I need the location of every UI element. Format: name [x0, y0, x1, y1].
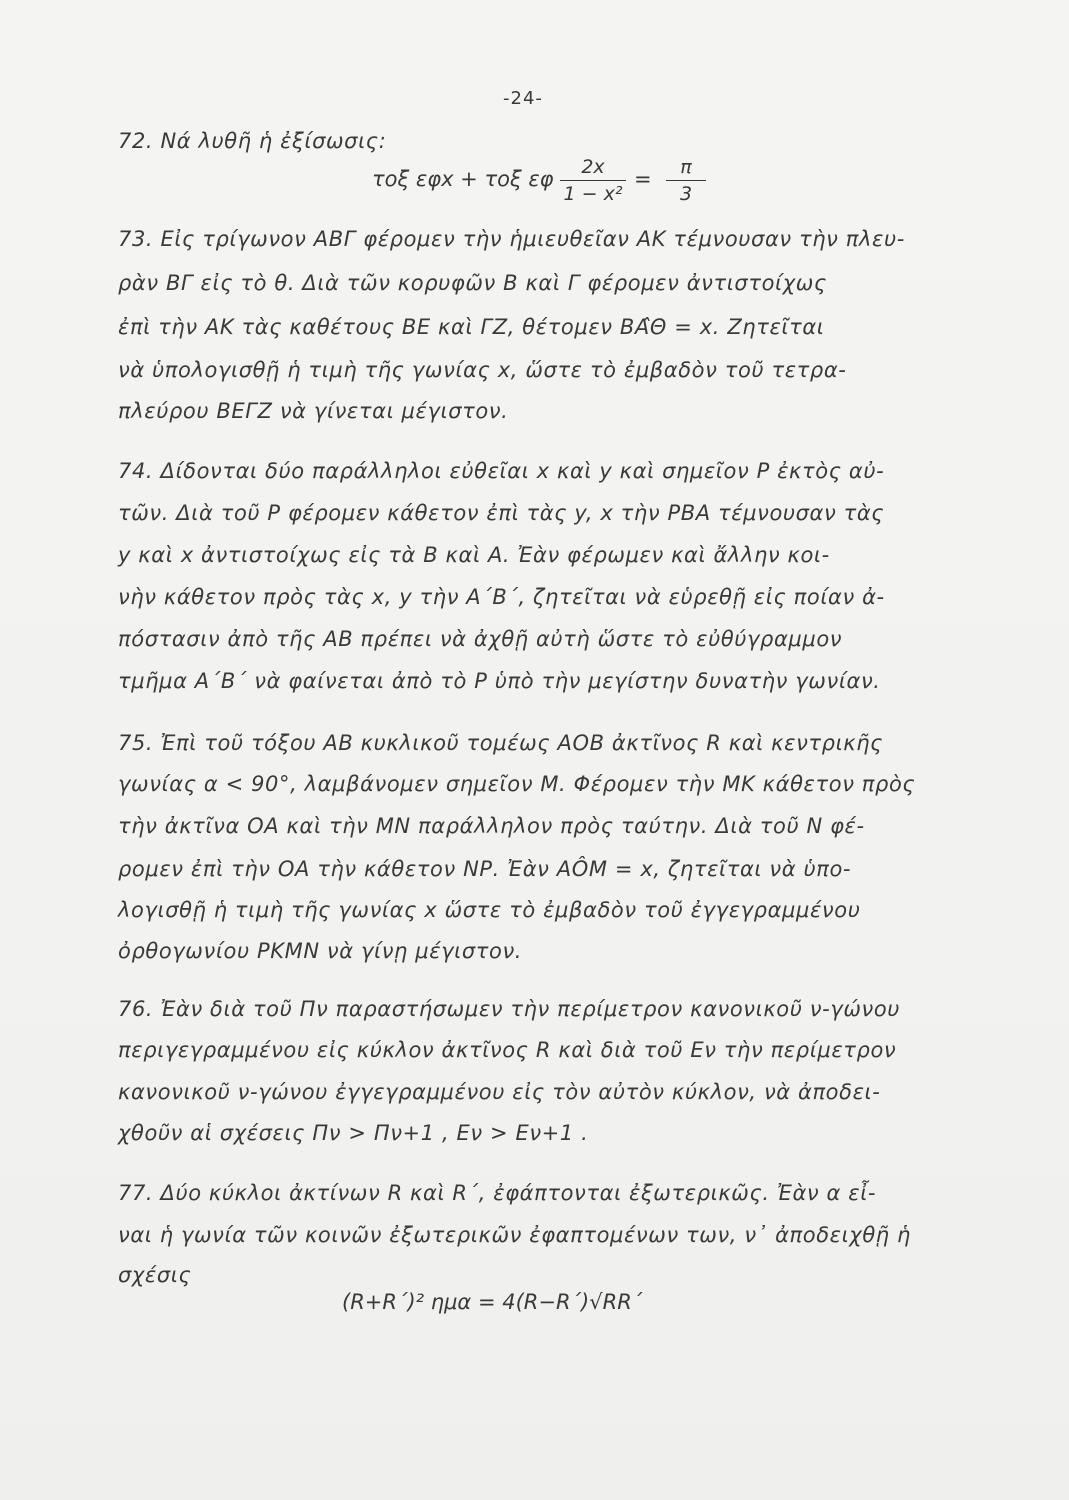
problem-77-line-3: σχέσις: [118, 1263, 192, 1287]
problem-73-line-1: 73. Εἰς τρίγωνον ΑΒΓ φέρομεν τὴν ἡμιευθεῖαν ΑΚ τέμνουσαν τὴν πλευ-: [118, 227, 905, 251]
fraction-1-bar: [560, 180, 626, 181]
problem-75-line-4: ρομεν ἐπὶ τὴν ΟΑ τὴν κάθετον ΝΡ. Ἐὰν ΑÔΜ = x, ζητεῖται νὰ ὑπο-: [118, 857, 852, 881]
problem-73-line-5: πλεύρου ΒΕΓΖ νὰ γίνεται μέγιστον.: [118, 399, 509, 423]
problem-77-line-1: 77. Δύο κύκλοι ἀκτίνων R καὶ R΄, ἐφάπτονται ἐξωτερικῶς. Ἐὰν α εἶ-: [118, 1181, 877, 1205]
problem-74-line-1: 74. Δίδονται δύο παράλληλοι εὐθεῖαι x καὶ y καὶ σημεῖον Ρ ἐκτὸς αὐ-: [118, 459, 885, 483]
problem-75-line-5: λογισθῇ ἡ τιμὴ τῆς γωνίας x ὥστε τὸ ἐμβαδὸν τοῦ ἐγγεγραμμένου: [118, 898, 861, 922]
fraction-1-denominator: 1 − x²: [563, 183, 623, 205]
problem-73-line-2: ρὰν ΒΓ εἰς τὸ θ. Διὰ τῶν κορυφῶν Β καὶ Γ φέρομεν ἀντιστοίχως: [118, 271, 827, 295]
problem-73-line-4: νὰ ὑπολογισθῇ ἡ τιμὴ τῆς γωνίας x, ὥστε τὸ ἐμβαδὸν τοῦ τετρα-: [118, 358, 847, 382]
fraction-1-numerator: 2x: [581, 156, 605, 178]
problem-76-line-4: χθοῦν αἱ σχέσεις Πν > Πν+1 , Εν > Εν+1 .: [118, 1121, 589, 1145]
problem-77-line-2: ναι ἡ γωνία τῶν κοινῶν ἐξωτερικῶν ἐφαπτομένων των, ν᾽ ἀποδειχθῇ ἡ: [118, 1223, 911, 1247]
problem-72-fraction-2: [666, 156, 706, 205]
problem-76-line-1: 76. Ἐὰν διὰ τοῦ Πν παραστήσωμεν τὴν περίμετρον κανονικοῦ ν-γώνου: [118, 997, 901, 1021]
fraction-2-bar: [666, 180, 706, 181]
problem-72-equals: =: [634, 167, 652, 191]
problem-74-line-4: νὴν κάθετον πρὸς τὰς x, y τὴν Α΄Β΄, ζητεῖται νὰ εὑρεθῇ εἰς ποίαν ἀ-: [118, 585, 885, 609]
page-number: -24-: [503, 88, 543, 109]
problem-72-formula-left: τοξ εφx + τοξ εφ: [372, 167, 554, 191]
problem-73-line-3: ἐπὶ τὴν ΑΚ τὰς καθέτους ΒΕ καὶ ΓΖ, θέτομεν ΒΑ̂Θ = x. Ζητεῖται: [118, 315, 825, 339]
problem-72-statement: 72. Νά λυθῆ ἡ ἐξίσωσις:: [118, 129, 387, 153]
problem-75-line-2: γωνίας α < 90°, λαμβάνομεν σημεῖον Μ. Φέρομεν τὴν ΜΚ κάθετον πρὸς: [118, 772, 916, 796]
problem-76-line-3: κανονικοῦ ν-γώνου ἐγγεγραμμένου εἰς τὸν αὐτὸν κύκλον, νὰ ἀποδει-: [118, 1080, 881, 1104]
problem-72-fraction-1: [560, 156, 626, 205]
problem-74-line-2: τῶν. Διὰ τοῦ Ρ φέρομεν κάθετον ἐπὶ τὰς y, x τὴν ΡΒΑ τέμνουσαν τὰς: [118, 501, 885, 525]
problem-77-formula: (R+R΄)² ημα = 4(R−R΄)√RR΄: [342, 1290, 643, 1314]
problem-75-line-1: 75. Ἐπὶ τοῦ τόξου ΑΒ κυκλικοῦ τομέως ΑΟΒ ἀκτῖνος R καὶ κεντρικῆς: [118, 731, 884, 755]
problem-74-line-3: y καὶ x ἀντιστοίχως εἰς τὰ Β καὶ Α. Ἐὰν φέρωμεν καὶ ἄλλην κοι-: [118, 543, 830, 567]
problem-74-line-6: τμῆμα Α΄Β΄ νὰ φαίνεται ἀπὸ τὸ Ρ ὑπὸ τὴν μεγίστην δυνατὴν γωνίαν.: [118, 669, 881, 693]
fraction-2-denominator: 3: [679, 183, 693, 205]
problem-76-line-2: περιγεγραμμένου εἰς κύκλον ἀκτῖνος R καὶ διὰ τοῦ Εν τὴν περίμετρον: [118, 1038, 897, 1062]
problem-75-line-3: τὴν ἀκτῖνα ΟΑ καὶ τὴν ΜΝ παράλληλον πρὸς ταύτην. Διὰ τοῦ Ν φέ-: [118, 814, 865, 838]
problem-75-line-6: ὀρθογωνίου ΡΚΜΝ νὰ γίνῃ μέγιστον.: [118, 939, 523, 963]
problem-74-line-5: πόστασιν ἀπὸ τῆς ΑΒ πρέπει νὰ ἀχθῇ αὐτὴ ὥστε τὸ εὐθύγραμμον: [118, 627, 843, 651]
fraction-2-numerator: π: [680, 156, 692, 178]
